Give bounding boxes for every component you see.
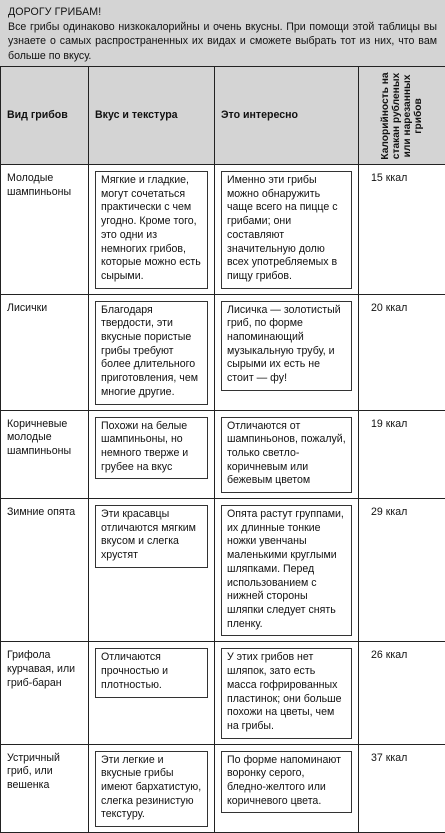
mushroom-name: Молодые шампиньоны <box>1 165 89 295</box>
table-row <box>1 294 445 410</box>
mushroom-name: Зимние опята <box>1 499 89 642</box>
taste-text: Мягкие и гладкие, могут сочетаться практически с чем угодно. Кроме того, это одни из немногих грибов, которые можно есть сырыми. <box>95 171 208 289</box>
calories-value: 20 ккал <box>359 294 445 410</box>
fact-text: По форме напоминают воронку серого, бледно-желтого или коричневого цвета. <box>221 751 352 814</box>
table-row <box>1 642 445 744</box>
calories-value: 37 ккал <box>359 744 445 833</box>
taste-text: Похожи на белые шампиньоны, но немного тверже и грубее на вкус <box>95 417 208 480</box>
taste-text: Эти красавцы отличаются мягким вкусом и слегка хрустят <box>95 505 208 568</box>
header-taste: Вкус и текстура <box>89 67 215 165</box>
intro-heading: ДОРОГУ ГРИБАМ! <box>8 5 437 20</box>
fact-cell <box>215 499 359 642</box>
table-row <box>1 499 445 642</box>
taste-cell <box>89 165 215 295</box>
calories-value: 19 ккал <box>359 410 445 499</box>
taste-cell <box>89 744 215 833</box>
taste-text: Отличаются прочностью и плотностью. <box>95 648 208 697</box>
fact-text: Лисичка — золотистый гриб, по форме напоминающий музыкальную трубу, и сырыми их есть не стоит — фу! <box>221 301 352 391</box>
mushroom-name: Коричневые молодые шампиньоны <box>1 410 89 499</box>
fact-cell <box>215 294 359 410</box>
fact-cell <box>215 410 359 499</box>
fact-text: Именно эти грибы можно обнаружить чаще всего на пицце с грибами; они составляют значительную долю всех употребляемых в пищу грибов. <box>221 171 352 289</box>
header-calories <box>359 67 445 165</box>
fact-cell <box>215 744 359 833</box>
taste-cell <box>89 499 215 642</box>
taste-text: Благодаря твердости, эти вкусные пористые грибы требуют более длительного приготовления, чем многие другие. <box>95 301 208 405</box>
taste-text: Эти легкие и вкусные грибы имеют бархатистую, слегка резинистую текстуру. <box>95 751 208 828</box>
table-row <box>1 410 445 499</box>
mushroom-name: Устричный гриб, или вешенка <box>1 744 89 833</box>
intro-box <box>0 0 445 66</box>
mushroom-name: Лисички <box>1 294 89 410</box>
calories-value: 15 ккал <box>359 165 445 295</box>
header-type: Вид грибов <box>1 67 89 165</box>
taste-cell <box>89 410 215 499</box>
intro-text: Все грибы одинаково низкокалорийны и очень вкусны. При помощи этой таблицы вы узнаете о самых распространенных их видах и сможете выбрать тот из них, что вам больше по вкусу. <box>8 20 437 64</box>
mushroom-table <box>0 66 445 833</box>
fact-text: У этих грибов нет шляпок, зато есть масса гофрированных пластинок; они больше похожи на цветы, чем на грибы. <box>221 648 352 738</box>
mushroom-name: Грифола курчавая, или гриб-баран <box>1 642 89 744</box>
fact-text: Отличаются от шампиньонов, пожалуй, только светло-коричневым или бежевым цветом <box>221 417 352 494</box>
fact-cell <box>215 165 359 295</box>
taste-cell <box>89 642 215 744</box>
fact-cell <box>215 642 359 744</box>
header-calories-text: Калорийность на стакан рубленых или нарезанных грибов <box>380 71 424 161</box>
taste-cell <box>89 294 215 410</box>
table-row <box>1 744 445 833</box>
header-fact: Это интересно <box>215 67 359 165</box>
calories-value: 26 ккал <box>359 642 445 744</box>
table-row <box>1 165 445 295</box>
fact-text: Опята растут группами, их длинные тонкие ножки увенчаны маленькими круглыми шляпками. Перед использованием с нижней стороны шляпки следует снять пленку. <box>221 505 352 636</box>
calories-value: 29 ккал <box>359 499 445 642</box>
header-row <box>1 67 445 165</box>
